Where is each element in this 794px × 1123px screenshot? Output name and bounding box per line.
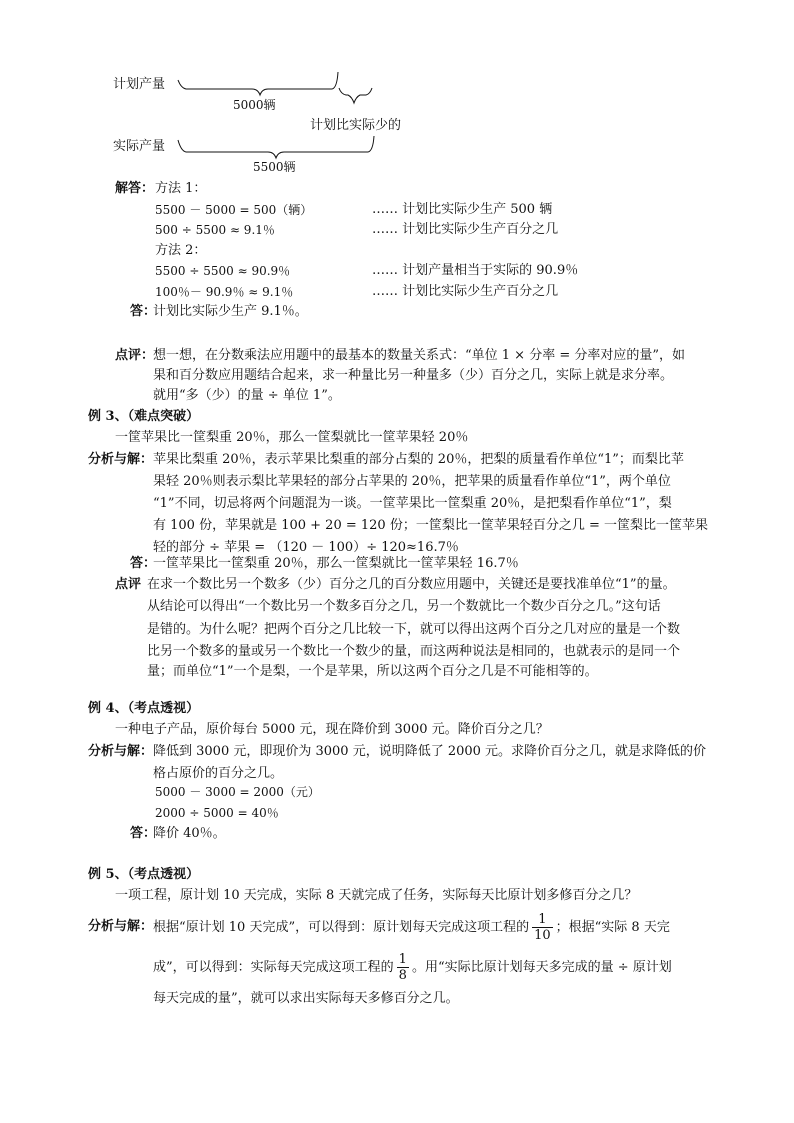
comment-line-3: 就用“多（少）的量 ÷ 单位 1”。 (153, 388, 341, 403)
example3-analysis-2: 果轻 20％则表示梨比苹果轻的部分占苹果的 20％，把苹果的质量看作单位“1”，两个单位 (153, 474, 671, 489)
comment-label: 点评： (115, 348, 155, 363)
example3-analysis-4: 有 100 份，苹果就是 100 + 20 = 120 份；一筐梨比一筐苹果轻百分之几 = 一筐梨比一筐苹果 (153, 518, 708, 533)
example5-analysis-1-post: ；根据“实际 8 天完 (555, 920, 670, 935)
example4-calc-2: 2000 ÷ 5000 = 40％ (155, 806, 279, 820)
fraction-denominator: 10 (534, 928, 551, 943)
plan-bracket (178, 72, 338, 95)
solution-label: 解答： (115, 181, 155, 196)
example3-title: 例 3、（难点突破） (88, 409, 200, 424)
fraction-one-tenth (532, 912, 553, 943)
example3-analysis-5: 轻的部分 ÷ 苹果 = （120 － 100）÷ 120≈16.7％ (153, 540, 459, 555)
comment-line-1: 想一想，在分数乘法应用题中的最基本的数量关系式：“单位 1 × 分率 = 分率对应的量”，如 (153, 348, 686, 363)
example4-analysis-label: 分析与解： (88, 744, 154, 759)
example3-answer: 一筐苹果比一筐梨重 20％，那么一筐梨就比一筐苹果轻 16.7％ (153, 556, 519, 571)
calc-line-2: 500 ÷ 5500 ≈ 9.1％ (155, 223, 275, 237)
plan-label: 计划产量 (113, 77, 166, 92)
example5-question: 一项工程，原计划 10 天完成，实际 8 天就完成了任务，实际每天比原计划多修百分之几？ (115, 888, 638, 903)
example3-comment-1: 在求一个数比另一个数多（少）百分之几的百分数应用题中，关键还是要找准单位“1”的量。 (147, 577, 676, 592)
example4-answer: 降价 40％。 (153, 826, 226, 841)
example4-question: 一种电子产品，原价每台 5000 元，现在降价到 3000 元。降价百分之几？ (115, 722, 549, 737)
example5-title: 例 5、（考点透视） (88, 867, 200, 882)
example5-analysis-3: 每天完成的量”，就可以求出实际每天多修百分之几。 (153, 991, 459, 1006)
answer-text: 计划比实际少生产 9.1％。 (153, 304, 308, 319)
example4-calc-1: 5000 － 3000 = 2000（元） (155, 785, 320, 799)
example3-answer-label: 答： (130, 556, 157, 571)
calc-note-4: …… 计划比实际少生产百分之几 (372, 284, 559, 299)
actual-label: 实际产量 (113, 139, 166, 154)
example4-analysis-1: 降低到 3000 元，即现价为 3000 元，说明降低了 2000 元。求降价百分之几，就是求降低的价 (153, 744, 707, 759)
fraction-numerator: 1 (538, 912, 547, 927)
diff-label: 计划比实际少的 (310, 118, 402, 133)
plan-value: 5000辆 (233, 98, 276, 112)
fraction-denominator: 8 (398, 968, 407, 983)
example5-analysis-2-pre: 成”，可以得到：实际每天完成这项工程的 (153, 960, 394, 975)
example3-analysis-1: 苹果比梨重 20％，表示苹果比梨重的部分占梨的 20％，把梨的质量看作单位“1”；而梨比苹 (153, 452, 684, 467)
example3-question: 一筐苹果比一筐梨重 20％，那么一筐梨就比一筐苹果轻 20％ (115, 430, 469, 445)
fraction-one-eighth (397, 952, 409, 983)
example3-analysis-label: 分析与解： (88, 452, 154, 467)
actual-value: 5500辆 (253, 160, 296, 174)
example5-analysis-2-post: 。用“实际比原计划每天多完成的量 ÷ 原计划 (411, 960, 672, 975)
example3-analysis-3: “1”不同，切忌将两个问题混为一谈。一筐苹果比一筐梨重 20％，是把梨看作单位“1”，梨 (153, 496, 672, 511)
calc-note-3: …… 计划产量相当于实际的 90.9％ (372, 263, 579, 278)
calc-line-3: 5500 ÷ 5500 ≈ 90.9％ (155, 264, 291, 278)
example5-analysis-1-pre: 根据“原计划 10 天完成”，可以得到：原计划每天完成这项工程的 (153, 920, 530, 935)
example4-analysis-2: 格占原价的百分之几。 (153, 766, 284, 781)
example5-analysis-label: 分析与解： (88, 919, 154, 934)
calc-line-4: 100％－ 90.9％ ≈ 9.1％ (155, 285, 294, 299)
answer-label: 答： (130, 304, 157, 319)
example5-analysis-2 (153, 952, 672, 984)
calc-note-2: …… 计划比实际少生产百分之几 (372, 222, 559, 237)
bracket-diagram (0, 0, 794, 200)
actual-bracket (178, 136, 374, 158)
example3-comment-5: 量；而单位“1”一个是梨，一个是苹果，所以这两个百分之几是不可能相等的。 (147, 664, 598, 679)
example3-comment-3: 是错的。为什么呢？把两个百分之几比较一下，就可以得出这两个百分之几对应的量是一个数 (147, 622, 681, 637)
calc-line-1: 5500 － 5000 = 500（辆） (155, 203, 313, 217)
method2-label: 方法 2： (155, 243, 207, 258)
fraction-numerator: 1 (398, 952, 407, 967)
example3-comment-2: 从结论可以得出“一个数比另一个数多百分之几，另一个数就比一个数少百分之几。”这句话 (147, 599, 661, 614)
example4-title: 例 4、（考点透视） (88, 701, 200, 716)
example4-answer-label: 答： (130, 826, 157, 841)
calc-note-1: …… 计划比实际少生产 500 辆 (372, 202, 553, 217)
example3-comment-label: 点评 (115, 577, 142, 592)
method1-label: 方法 1： (155, 181, 207, 196)
comment-line-2: 果和百分数应用题结合起来，求一种量比另一种量多（少）百分之几，实际上就是求分率。 (153, 368, 674, 383)
diff-bracket (339, 88, 372, 103)
example3-comment-4: 比另一个数多的量或另一个数比一个数少的量，而这两种说法是相同的，也就表示的是同一个 (147, 644, 681, 659)
example5-analysis-1 (153, 912, 670, 944)
